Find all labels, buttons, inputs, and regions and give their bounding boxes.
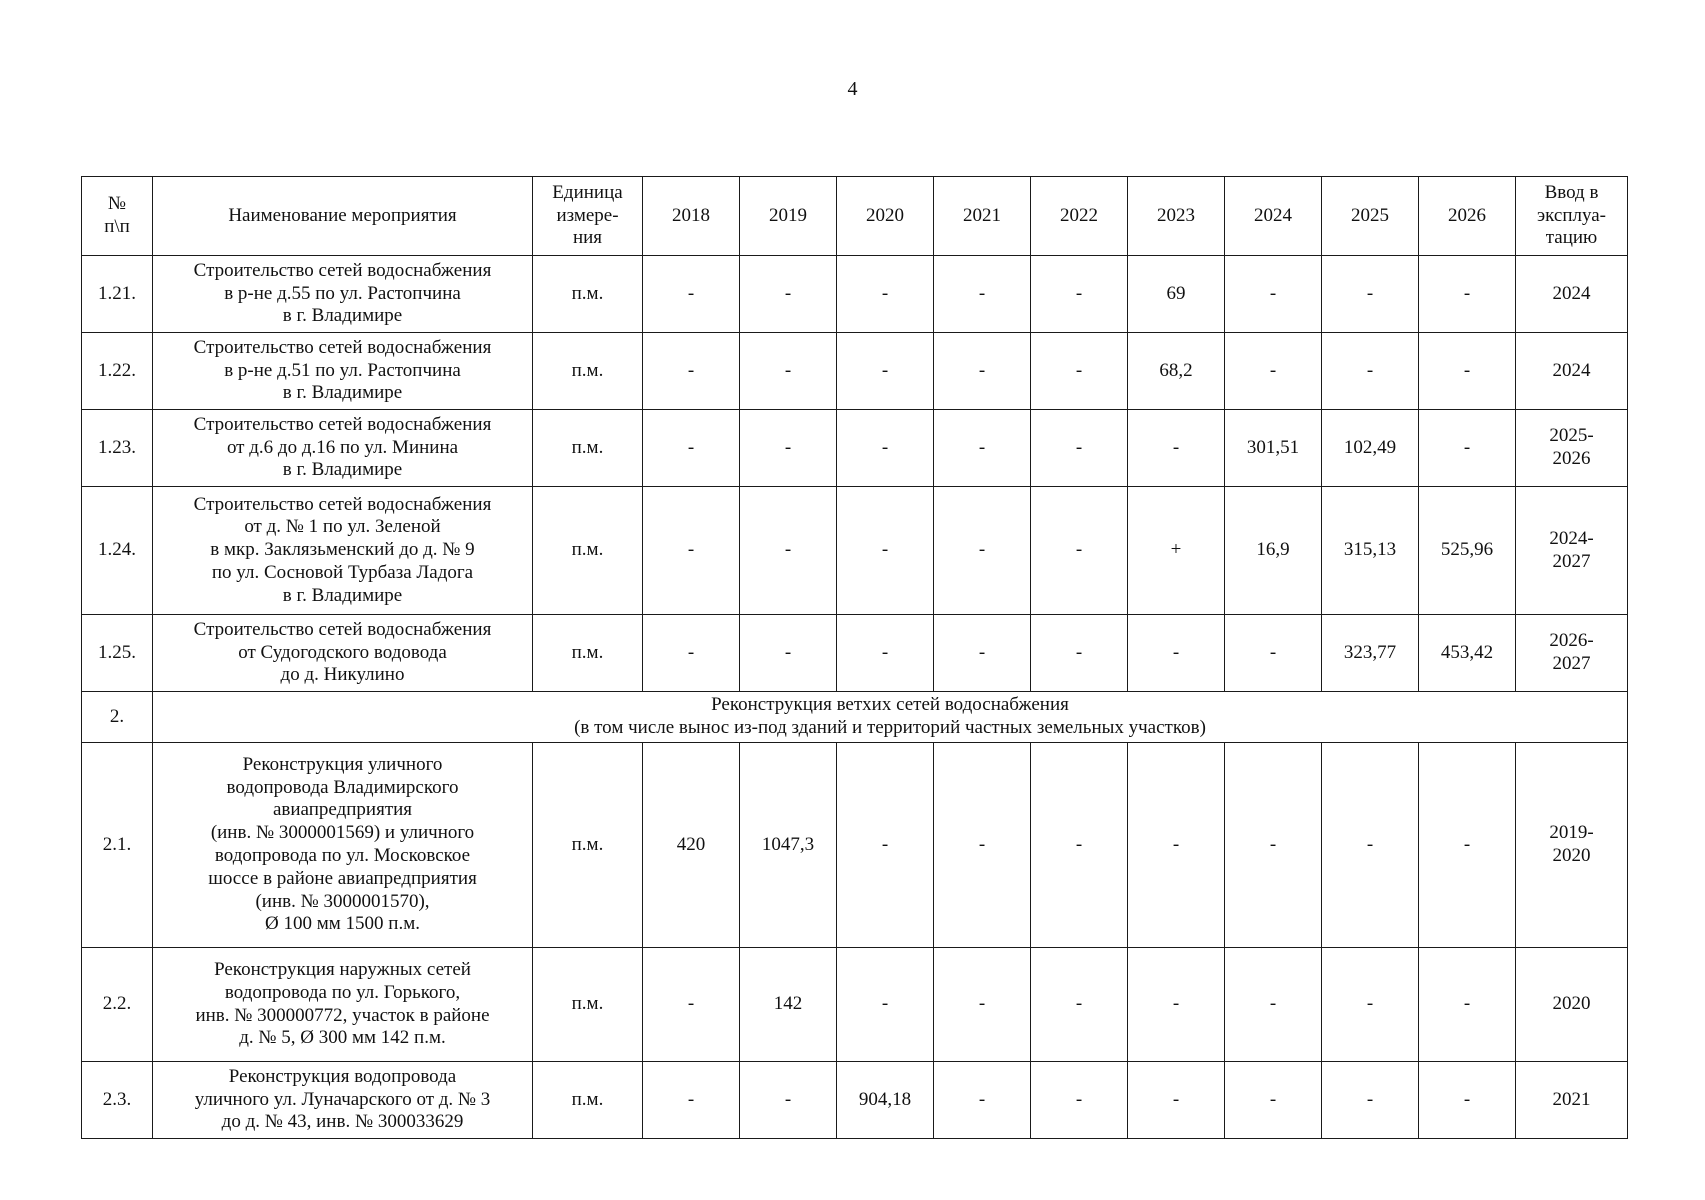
row-value: -	[837, 948, 934, 1062]
row-value: -	[1031, 256, 1128, 333]
section-row	[82, 692, 1628, 743]
header-year-2020: 2020	[837, 177, 934, 256]
row-value: 16,9	[1225, 487, 1322, 615]
row-unit: п.м.	[533, 743, 643, 948]
row-value: -	[1225, 256, 1322, 333]
row-value: 301,51	[1225, 410, 1322, 487]
row-name: Реконструкция уличного водопровода Владимирского авиапредприятия (инв. № 3000001569) и уличного водопровода по ул. Московское шоссе в районе авиапредприятия (инв. № 3000001570), Ø 100 мм 1500 п.м.	[153, 743, 533, 948]
row-value: -	[643, 1062, 740, 1139]
table-row	[82, 256, 1628, 333]
row-value: -	[740, 333, 837, 410]
table-row	[82, 333, 1628, 410]
header-name: Наименование мероприятия	[153, 177, 533, 256]
row-value: -	[837, 333, 934, 410]
table-row	[82, 948, 1628, 1062]
row-value: -	[1225, 743, 1322, 948]
row-value: 102,49	[1322, 410, 1419, 487]
row-commissioning: 2026- 2027	[1516, 615, 1628, 692]
row-value: -	[740, 1062, 837, 1139]
header-year-2026: 2026	[1419, 177, 1516, 256]
header-num: № п\п	[82, 177, 153, 256]
row-value: -	[934, 256, 1031, 333]
row-value: -	[1419, 948, 1516, 1062]
row-value: -	[1128, 615, 1225, 692]
row-value: -	[934, 410, 1031, 487]
row-commissioning: 2020	[1516, 948, 1628, 1062]
row-value: -	[1322, 948, 1419, 1062]
row-value: -	[1128, 948, 1225, 1062]
row-value: -	[1419, 410, 1516, 487]
row-value: -	[837, 743, 934, 948]
row-name: Строительство сетей водоснабжения в р-не д.55 по ул. Растопчина в г. Владимире	[153, 256, 533, 333]
table-row	[82, 1062, 1628, 1139]
row-unit: п.м.	[533, 256, 643, 333]
row-unit: п.м.	[533, 333, 643, 410]
row-name: Строительство сетей водоснабжения в р-не д.51 по ул. Растопчина в г. Владимире	[153, 333, 533, 410]
header-year-2025: 2025	[1322, 177, 1419, 256]
row-value: -	[837, 410, 934, 487]
table-row	[82, 410, 1628, 487]
row-value: -	[1322, 1062, 1419, 1139]
row-value: -	[1322, 333, 1419, 410]
row-num: 1.25.	[82, 615, 153, 692]
row-value: 525,96	[1419, 487, 1516, 615]
row-value: 420	[643, 743, 740, 948]
row-value: -	[1128, 410, 1225, 487]
row-name: Строительство сетей водоснабжения от д.6 до д.16 по ул. Минина в г. Владимире	[153, 410, 533, 487]
row-value: -	[643, 615, 740, 692]
row-commissioning: 2024	[1516, 256, 1628, 333]
row-num: 2.3.	[82, 1062, 153, 1139]
header-year-2021: 2021	[934, 177, 1031, 256]
row-unit: п.м.	[533, 487, 643, 615]
row-num: 1.22.	[82, 333, 153, 410]
row-value: -	[1031, 743, 1128, 948]
section-title: Реконструкция ветхих сетей водоснабжения (в том числе вынос из-под зданий и территорий частных земельных участков)	[153, 692, 1628, 743]
row-value: -	[934, 948, 1031, 1062]
row-name: Реконструкция наружных сетей водопровода по ул. Горького, инв. № 300000772, участок в районе д. № 5, Ø 300 мм 142 п.м.	[153, 948, 533, 1062]
row-value: -	[643, 256, 740, 333]
row-value: -	[740, 615, 837, 692]
row-value: -	[1322, 256, 1419, 333]
row-value: 1047,3	[740, 743, 837, 948]
row-value: 69	[1128, 256, 1225, 333]
row-name: Строительство сетей водоснабжения от д. № 1 по ул. Зеленой в мкр. Заклязьменский до д. № 9 по ул. Сосновой Турбаза Ладога в г. Владимире	[153, 487, 533, 615]
row-num: 2.2.	[82, 948, 153, 1062]
header-commissioning: Ввод в эксплуа- тацию	[1516, 177, 1628, 256]
row-value: -	[1419, 743, 1516, 948]
header-year-2018: 2018	[643, 177, 740, 256]
row-value: -	[643, 333, 740, 410]
row-commissioning: 2024	[1516, 333, 1628, 410]
header-year-2022: 2022	[1031, 177, 1128, 256]
row-value: -	[934, 1062, 1031, 1139]
page-number: 4	[847, 78, 858, 100]
row-value: -	[1225, 333, 1322, 410]
row-value: -	[643, 948, 740, 1062]
row-num: 1.24.	[82, 487, 153, 615]
row-value: -	[1225, 615, 1322, 692]
row-name: Реконструкция водопровода уличного ул. Луначарского от д. № 3 до д. № 43, инв. № 300033629	[153, 1062, 533, 1139]
row-value: 315,13	[1322, 487, 1419, 615]
row-value: -	[740, 487, 837, 615]
header-year-2024: 2024	[1225, 177, 1322, 256]
row-unit: п.м.	[533, 948, 643, 1062]
row-value: -	[1225, 948, 1322, 1062]
row-value: -	[643, 487, 740, 615]
row-commissioning: 2025- 2026	[1516, 410, 1628, 487]
row-num: 2.1.	[82, 743, 153, 948]
header-row	[82, 177, 1628, 256]
row-value: -	[837, 256, 934, 333]
activities-table	[81, 176, 1628, 1139]
row-unit: п.м.	[533, 615, 643, 692]
row-value: 904,18	[837, 1062, 934, 1139]
row-value: 142	[740, 948, 837, 1062]
row-value: -	[1031, 487, 1128, 615]
section-num: 2.	[82, 692, 153, 743]
header-year-2019: 2019	[740, 177, 837, 256]
row-value: -	[934, 333, 1031, 410]
row-unit: п.м.	[533, 410, 643, 487]
row-value: -	[1419, 256, 1516, 333]
row-value: -	[740, 410, 837, 487]
row-value: 323,77	[1322, 615, 1419, 692]
table-row	[82, 615, 1628, 692]
row-value: -	[1322, 743, 1419, 948]
row-num: 1.21.	[82, 256, 153, 333]
row-unit: п.м.	[533, 1062, 643, 1139]
row-value: -	[837, 487, 934, 615]
row-num: 1.23.	[82, 410, 153, 487]
row-value: -	[1128, 743, 1225, 948]
row-value: 453,42	[1419, 615, 1516, 692]
row-value: -	[934, 743, 1031, 948]
row-value: -	[1419, 1062, 1516, 1139]
row-value: -	[1031, 1062, 1128, 1139]
row-commissioning: 2021	[1516, 1062, 1628, 1139]
table-row	[82, 487, 1628, 615]
row-value: -	[1031, 410, 1128, 487]
row-value: -	[934, 615, 1031, 692]
header-unit: Единица измере- ния	[533, 177, 643, 256]
table-row	[82, 743, 1628, 948]
row-value: -	[1225, 1062, 1322, 1139]
row-value: -	[1031, 333, 1128, 410]
row-value: -	[643, 410, 740, 487]
row-commissioning: 2024- 2027	[1516, 487, 1628, 615]
header-year-2023: 2023	[1128, 177, 1225, 256]
row-value: -	[1419, 333, 1516, 410]
row-value: +	[1128, 487, 1225, 615]
row-value: -	[740, 256, 837, 333]
row-name: Строительство сетей водоснабжения от Судогодского водовода до д. Никулино	[153, 615, 533, 692]
row-value: -	[934, 487, 1031, 615]
row-commissioning: 2019- 2020	[1516, 743, 1628, 948]
row-value: -	[1128, 1062, 1225, 1139]
row-value: -	[1031, 948, 1128, 1062]
row-value: 68,2	[1128, 333, 1225, 410]
row-value: -	[1031, 615, 1128, 692]
row-value: -	[837, 615, 934, 692]
